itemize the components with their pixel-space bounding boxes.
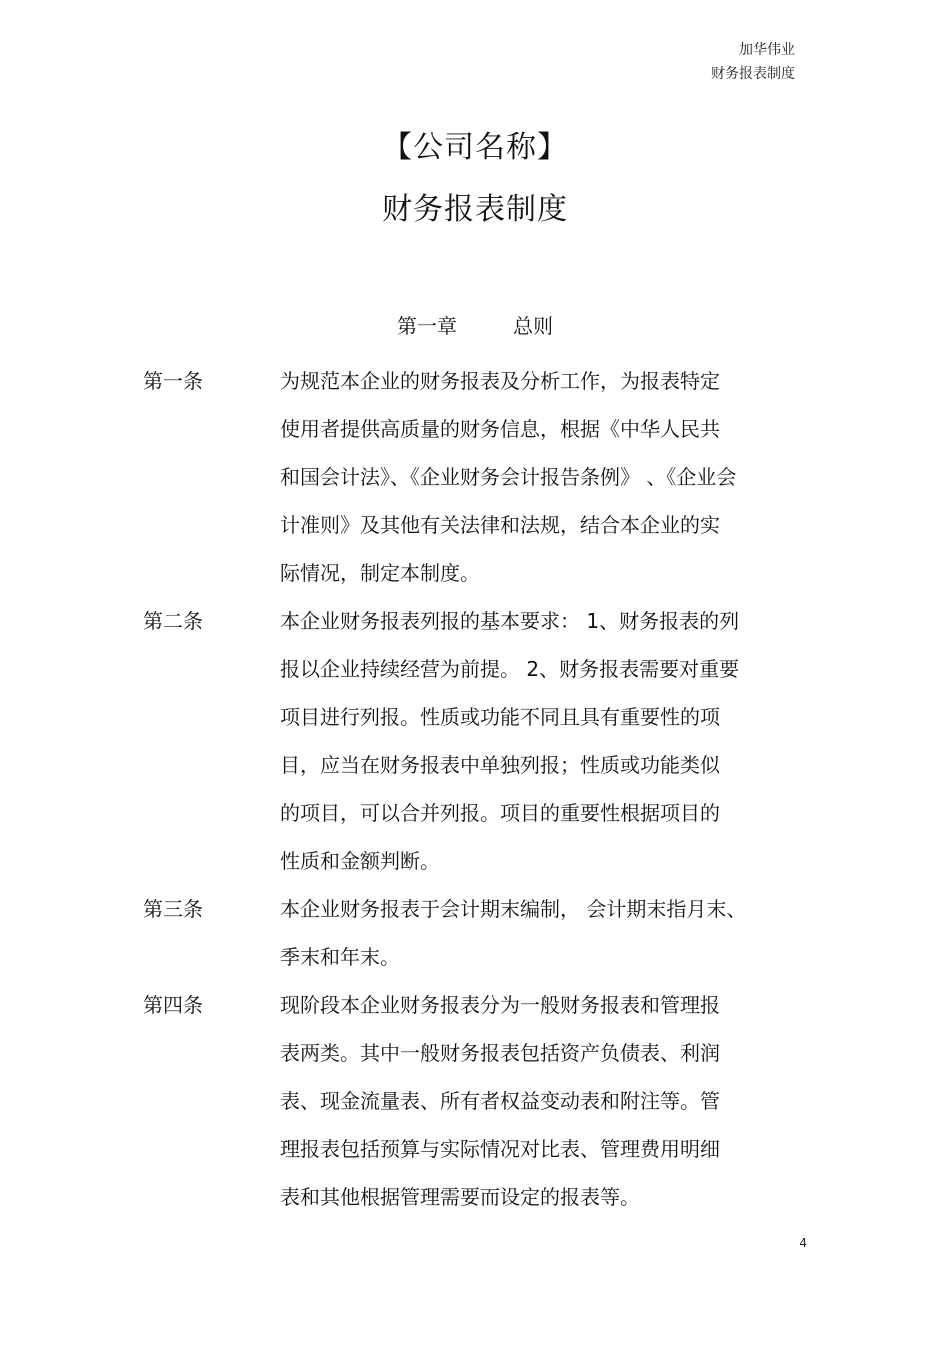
article-line: 计准则》及其他有关法律和法规，结合本企业的实 (280, 513, 720, 537)
article-body (280, 885, 803, 981)
article-label: 第四条 (143, 993, 203, 1017)
article-line: 目，应当在财务报表中单独列报；性质或功能类似 (280, 753, 720, 777)
article-line: 表、现金流量表、所有者权益变动表和附注等。管 (280, 1089, 720, 1113)
article-line: 际情况，制定本制度。 (280, 561, 480, 585)
article-body (280, 597, 803, 885)
article-label: 第二条 (143, 609, 203, 633)
article-line: 使用者提供高质量的财务信息，根据《中华人民共 (280, 417, 720, 441)
page-number: 4 (799, 1236, 807, 1250)
chapter-number: 第一章 (397, 314, 457, 338)
article-body (280, 357, 803, 597)
article-line: 理报表包括预算与实际情况对比表、管理费用明细 (280, 1137, 720, 1161)
articles-list (143, 357, 803, 1221)
header-doc-title: 财务报表制度 (711, 66, 795, 82)
article-line: 现阶段本企业财务报表分为一般财务报表和管理报 (280, 993, 720, 1017)
article-1 (143, 357, 803, 597)
chapter-name: 总则 (513, 314, 553, 338)
article-line: 项目进行列报。性质或功能不同且具有重要性的项 (280, 705, 720, 729)
article-line: 表和其他根据管理需要而设定的报表等。 (280, 1185, 640, 1209)
article-label: 第一条 (143, 369, 203, 393)
article-line: 和国会计法》、《企业财务会计报告条例》 、《企业会 (280, 465, 737, 489)
article-label: 第三条 (143, 897, 203, 921)
article-line: 的项目，可以合并列报。项目的重要性根据项目的 (280, 801, 720, 825)
chapter-heading (0, 312, 950, 340)
article-line: 性质和金额判断。 (280, 849, 440, 873)
article-line: 报以企业持续经营为前提。 2、财务报表需要对重要 (280, 657, 740, 681)
article-4 (143, 981, 803, 1221)
article-line: 本企业财务报表列报的基本要求： 1、财务报表的列 (280, 609, 740, 633)
article-body (280, 981, 803, 1221)
article-line: 季末和年末。 (280, 945, 400, 969)
running-header (711, 38, 795, 86)
article-3 (143, 885, 803, 981)
title-block (0, 128, 950, 230)
article-line: 表两类。其中一般财务报表包括资产负债表、利润 (280, 1041, 720, 1065)
document-title: 财务报表制度 (382, 192, 568, 227)
article-line: 为规范本企业的财务报表及分析工作，为报表特定 (280, 369, 720, 393)
company-name-title: 【公司名称】 (382, 130, 568, 165)
article-2 (143, 597, 803, 885)
article-line: 本企业财务报表于会计期末编制， 会计期末指月末、 (280, 897, 747, 921)
header-company: 加华伟业 (739, 42, 795, 58)
